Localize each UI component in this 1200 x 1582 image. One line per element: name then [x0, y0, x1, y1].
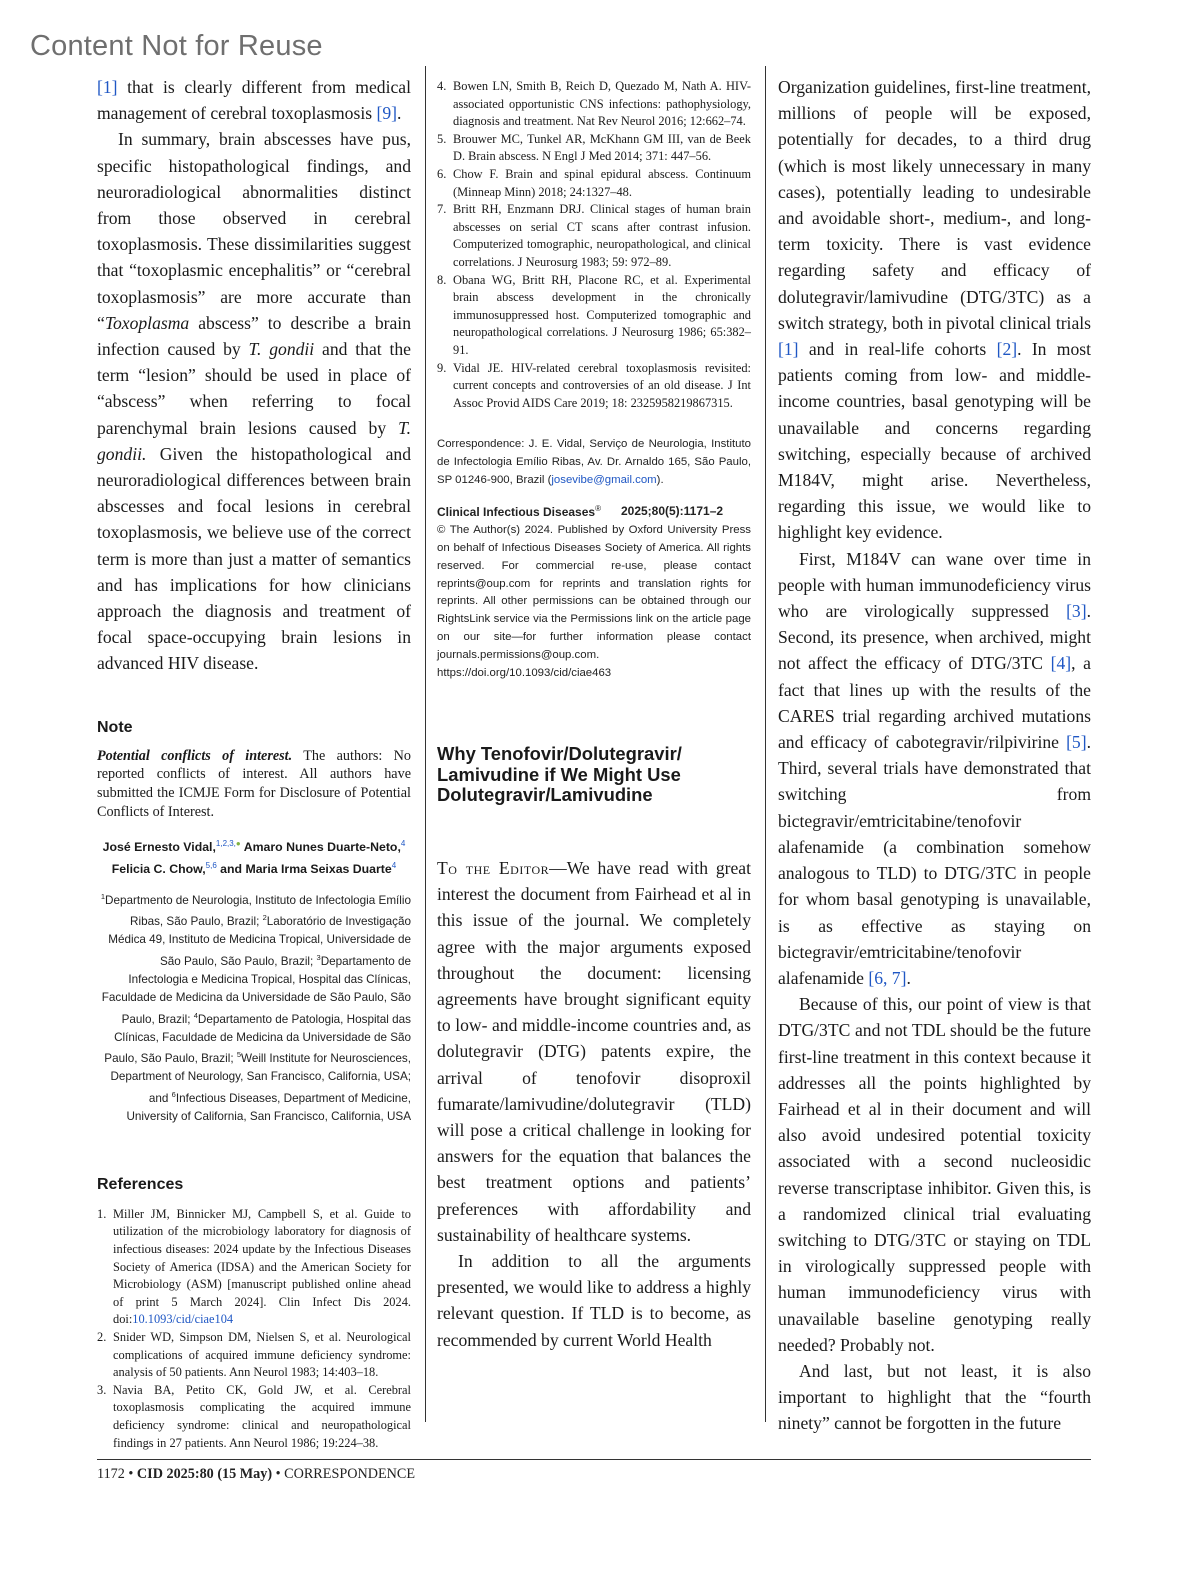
affiliation: Departamento de Patologia, Hospital das Clínicas, Faculdade de Medicina da Universidade de São Paulo, São Paulo, Brazil; — [104, 1012, 411, 1066]
registered-mark: ® — [595, 503, 601, 513]
reference-number: 8. — [437, 272, 447, 287]
citation-link[interactable]: [9] — [376, 103, 397, 124]
paragraph: Because of this, our point of view is that DTG/3TC and not TDL should be the future first-line treatment in this context because it addresses all the points highlighted by Fairhead et al in their document and will also avoid undesired potential toxicity associated with a second nucleosidic reverse transcriptase inhibitor. Given this, is a randomized clinical trial evaluating switching to DTG/3TC or staying on TDL in virologically suppressed people with human immunodeficiency virus with unavailable baseline genotyping really needed? Probably not. — [778, 994, 1091, 1355]
reference-text: Chow F. Brain and spinal epidural abscess. Continuum (Minneap Minn) 2018; 24:1327–48. — [453, 166, 751, 199]
citation-link[interactable]: [1] — [778, 339, 799, 360]
salutation: To the Editor — [437, 857, 550, 878]
column-right — [778, 74, 1091, 1437]
orcid-icon[interactable]: ● — [235, 839, 241, 849]
reference-text: Brouwer MC, Tunkel AR, McKhann GM III, van de Beek D. Brain abscess. N Engl J Med 2014; 371: 447–56. — [453, 131, 751, 164]
author: Amaro Nunes Duarte-Neto, — [240, 840, 401, 855]
author-list — [97, 835, 411, 877]
text: . In most patients coming from low- and middle-income countries, basal genotyping will be unavailable and concerns regarding switching, especially because of archived M184V, might arise. Nevertheless, regarding this issue, we would like to highlight key evidence. — [778, 339, 1091, 543]
page-footer — [97, 1466, 415, 1483]
reference-text: Obana WG, Britt RH, Placone RC, et al. Experimental brain abscess development in the chronically immunosuppressed host. Computerized tomographic and neuropathological correlations. J Neurosurg 1986; 65:382–91. — [453, 272, 751, 357]
reference-number: 3. — [97, 1382, 107, 1397]
paragraph — [778, 546, 1091, 991]
reference-item — [437, 78, 751, 131]
affiliations: $^1$Departmento de Neurologia, Instituto de Infectologia Emílio Ribas, São Paulo, Brazil; $^2$Laboratório de Investigação Médica 49, Instituto de Medicina Tropical, Universidade de São Paulo, São Paulo, Brazil; $^3$Departamento de Infectologia e Medicina Tropical, Hospital das Clínicas, Faculdade de Medicina da Universidade de São Paulo, São Paulo, Brazil; $^4$Departamento de Patologia, Hospital das Clínicas, Faculdade de Medicina da Universidade de São Paulo, São Paulo, Brazil; $^5$Weill Institute for Neurosciences, Department of Neurology, San Francisco, California, USA; and $^6$Infectious Diseases, Department of Medicine, University of California, San Francisco, California, USA — [100, 891, 411, 1123]
text: First, M184V can wane over time in people with human immunodeficiency virus who are virologically suppressed — [778, 548, 1091, 622]
reference-number: 5. — [437, 131, 447, 146]
text: Correspondence: J. E. Vidal, Serviço de Neurologia, Instituto de Infectologia Emílio Ribas, Av. Dr. Arnaldo 165, São Paulo, SP 01246-900, Brazil ( — [437, 438, 751, 486]
author-affil-sup: 5,6 — [205, 860, 217, 870]
separator: • — [128, 1466, 134, 1482]
text: and in real-life cohorts — [798, 339, 997, 360]
body-text — [97, 74, 411, 677]
footer-rule — [97, 1459, 1091, 1460]
affiliation: Departmento de Neurologia, Instituto de Infectologia Emílio Ribas, São Paulo, Brazil; — [105, 893, 411, 929]
doi-link[interactable]: 10.1093/cid/ciae104 — [132, 1312, 234, 1327]
text: Organization guidelines, first-line treatment, millions of people will be exposed, potentially for decades, to a third drug (which is most likely unnecessary in many cases), potentially leading to undesirable and avoidable short-, medium-, and long-term toxicity. There is vast evidence regarding safety and efficacy of dolutegravir/lamivudine (DTG/3TC) as a switch strategy, both in pivotal clinical trials — [778, 77, 1091, 333]
watermark: Content Not for Reuse — [30, 30, 323, 62]
email-link[interactable]: josevibe@gmail.com — [551, 473, 657, 486]
reference-item — [97, 1206, 411, 1329]
journal-citation: 2025;80(5):1171–2 — [620, 504, 724, 519]
affiliation: Laboratório de Investigação Médica 49, Instituto de Medicina Tropical, Universidade de São Paulo, São Paulo, Brazil; — [108, 915, 411, 969]
reference-item — [437, 272, 751, 360]
text: , a fact that lines up with the results of the CARES trial regarding archived mutations and efficacy of cabotegravir/rilpivirine — [778, 653, 1091, 753]
reference-text: Bowen LN, Smith B, Reich D, Quezado M, Nath A. HIV-associated opportunistic CNS infections: pathophysiology, diagnosis and treatment. Nat Rev Neurol 2016; 12:662–74. — [453, 79, 751, 129]
references-heading: References — [97, 1175, 184, 1193]
body-text — [437, 855, 751, 1353]
reference-list — [97, 1206, 411, 1452]
reference-number: 6. — [437, 166, 447, 181]
reference-number: 9. — [437, 360, 447, 375]
citation-link[interactable]: [3] — [1066, 601, 1087, 622]
journal-title: Clinical Infectious Diseases — [437, 504, 596, 519]
affiliation: Infectious Diseases, Department of Medicine, University of California, San Francisco, California, USA — [126, 1092, 411, 1123]
reference-item — [437, 166, 751, 201]
text: —We have read with great interest the document from Fairhead et al in this issue of the journal. We completely agree with the major arguments exposed throughout the document: licensing agreements have brought significant equity to low- and middle-income countries and, as dolutegravir (DTG) patents expire, the arrival of tenofovir disoproxil fumarate/lamivudine/dolutegravir (TLD) will pose a critical challenge in looking for answers for the equation that balances the best treatment options and patients’ preferences with affordability and sustainability of healthcare systems. — [437, 857, 751, 1245]
author: and Maria Irma Seixas Duarte — [216, 861, 392, 876]
author: José Ernesto Vidal, — [102, 840, 216, 855]
column-divider — [425, 66, 426, 1422]
journal-issue: CID 2025:80 (15 May) — [136, 1466, 273, 1482]
body-text — [778, 74, 1091, 1437]
italic-term: T. gondii. — [97, 417, 411, 464]
text: . Second, its presence, when archived, might not affect the efficacy of DTG/3TC — [778, 601, 1091, 674]
correspondence — [437, 436, 751, 489]
paragraph — [97, 74, 411, 126]
text: abscess” to describe a brain infection caused by — [97, 312, 411, 360]
reference-text: Snider WD, Simpson DM, Nielsen S, et al. Neurological complications of acquired immune deficiency syndrome: analysis of 50 patients. Ann Neurol 1983; 14:403–18. — [113, 1330, 411, 1380]
text: . — [396, 103, 402, 124]
reference-item — [437, 360, 751, 413]
paragraph — [97, 126, 411, 676]
reference-text: Britt RH, Enzmann DRJ. Clinical stages of human brain abscesses on serial CT scans after contrast infusion. Computerized tomographic, neuropathological, and clinical correlations. J Neurosurg 1983; 59: 972–89. — [453, 202, 751, 269]
affiliation: Weill Institute for Neurosciences, Department of Neurology, San Francisco, California, USA; and — [110, 1052, 411, 1106]
text: In summary, brain abscesses have pus, specific histopathological findings, and neuroradiological abnormalities distinct from those observed in cerebral toxoplasmosis. These dissimilarities suggest that “toxoplasmic encephalitis” or “cerebral toxoplasmosis” are more accurate than “ — [97, 129, 411, 333]
citation-link[interactable]: [5] — [1066, 732, 1087, 753]
paragraph: And last, but not least, it is also important to highlight that the “fourth ninety” cannot be forgotten in the future — [778, 1360, 1091, 1434]
text: ). — [656, 473, 664, 486]
affiliation: Departamento de Infectologia e Medicina Tropical, Hospital das Clínicas, Faculdade de Medicina da Universidade de São Paulo, São Paulo, Brazil; — [101, 955, 411, 1026]
text: Given the histopathological and neuroradiological differences between brain abscesses and focal lesions in cerebral toxoplasmosis, we believe use of the correct term is more than just a matter of semantics and has implications for how clinicians approach the diagnosis and treatment of focal space-occupying brain lesions in advanced HIV disease. — [97, 443, 411, 674]
reference-number: 4. — [437, 79, 447, 93]
reference-text: Miller JM, Binnicker MJ, Campbell S, et al. Guide to utilization of the microbiology laboratory for diagnosis of infectious diseases: 2024 update by the Infectious Diseases Society of America (IDSA) and the American Society for Microbiology (ASM) [manuscript published online ahead of print 5 March 2024]. Clin Infect Dis 2024. doi: — [113, 1206, 411, 1327]
doi-link[interactable]: https://doi.org/10.1093/cid/ciae463 — [437, 666, 612, 679]
reference-text: Vidal JE. HIV-related cerebral toxoplasmosis revisited: current concepts and controversies of an old disease. J Int Assoc Provid AIDS Care 2019; 18: 2325958219867315. — [453, 360, 751, 410]
text: and that the term “lesion” should be used in place of “abscess” when referring to focal parenchymal brain lesions caused by — [97, 339, 411, 438]
reference-number: 2. — [97, 1330, 107, 1345]
text: that is clearly different from medical management of cerebral toxoplasmosis — [97, 77, 411, 124]
column-left — [97, 74, 411, 1452]
italic-term: Toxoplasma — [104, 312, 190, 333]
note-label: Potential conflicts of interest. — [97, 747, 293, 764]
reference-number: 7. — [437, 202, 447, 217]
reference-item — [437, 131, 751, 166]
paragraph — [437, 855, 751, 1248]
paragraph — [778, 74, 1091, 546]
text: . Third, several trials have demonstrated that switching from bictegravir/emtricitabine/tenofovir alafenamide (a combination somehow analogous to TLD) to DTG/3TC in people for whom basal genotyping is unavailable, is as effective as staying on bictegravir/emtricitabine/tenofovir alafenamide — [778, 732, 1091, 988]
citation-link[interactable]: [2] — [996, 339, 1018, 360]
reference-item — [437, 201, 751, 271]
section-label: CORRESPONDENCE — [284, 1466, 416, 1482]
note-heading: Note — [97, 718, 133, 736]
text: The authors: No reported conflicts of interest. All authors have submitted the ICMJE Form for Disclosure of Potential Conflicts of Interest. — [97, 747, 411, 820]
journal-info — [437, 500, 751, 683]
paragraph: In addition to all the arguments presented, we would like to address a highly relevant question. If TLD is to become, as recommended by current World Health — [437, 1250, 751, 1350]
column-divider — [765, 66, 766, 1422]
citation-link[interactable]: [6, 7] — [868, 967, 907, 988]
author-affil-sup: 4 — [400, 839, 406, 849]
text: . — [906, 967, 911, 988]
citation-link[interactable]: [4] — [1050, 653, 1072, 674]
copyright-notice: © The Author(s) 2024. Published by Oxford University Press on behalf of Infectious Diseases Society of America. All rights reserved. For commercial re-use, please contact reprints@oup.com for reprints and translation rights for reprints. All other permissions can be obtained through our RightsLink service via the Permissions link on the article page on our site—for further information please contact journals.permissions@oup.com. — [437, 524, 751, 661]
citation-link[interactable]: [1] — [97, 77, 118, 97]
reference-text: Navia BA, Petito CK, Gold JW, et al. Cerebral toxoplasmosis complicating the acquired immune deficiency syndrome: clinical and neuropathological findings in 27 patients. Ann Neurol 1986; 19:224–38. — [113, 1382, 411, 1450]
reference-item — [97, 1329, 411, 1382]
author-affil-sup: 1,2,3, — [215, 839, 236, 849]
page-number: 1172 — [97, 1466, 125, 1482]
author-affil-sup: 4 — [391, 860, 397, 870]
letter-title: Why Tenofovir/Dolutegravir/ Lamivudine if We Might Use Dolutegravir/Lamivudine — [437, 743, 682, 806]
separator: • — [275, 1466, 281, 1482]
note-text — [97, 747, 411, 822]
reference-number: 1. — [97, 1206, 107, 1221]
author: Felicia C. Chow, — [111, 861, 206, 876]
column-middle — [437, 74, 751, 1353]
reference-item — [97, 1382, 411, 1452]
reference-list — [437, 78, 751, 412]
italic-term: T. gondii — [248, 339, 315, 360]
